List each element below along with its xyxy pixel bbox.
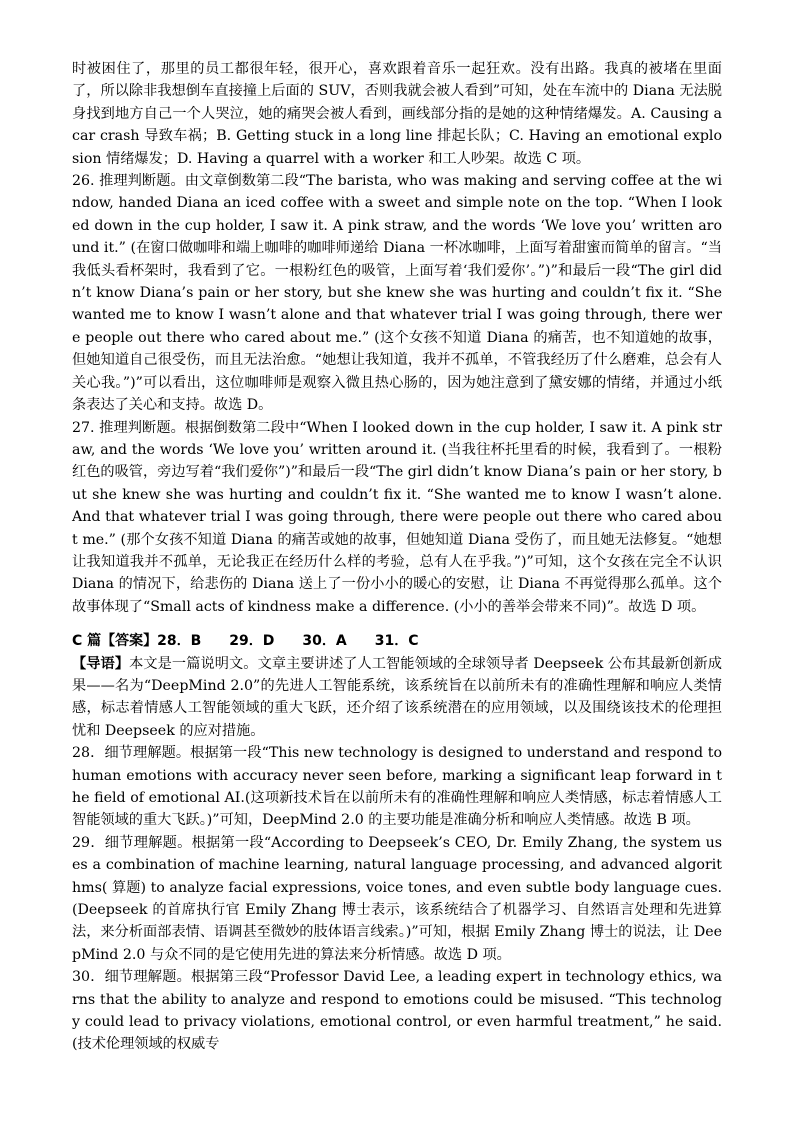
- paragraph-28-explanation: 28．细节理解题。根据第一段“This new technology is designed to understand and respond to human emotions with accuracy never seen before, marking a significant leap forward in the field of emotional AI.(这项新技术旨在以前所未有的准确性理解和响应人类情感，标志着情感人工智能领域的重大飞跃。)”可知，DeepMind 2.0 的主要功能是准确分析和响应人类情感。故选 B 项。: [72, 745, 722, 829]
- section-c-label: C 篇【答案】: [72, 633, 158, 650]
- lead-text: 本文是一篇说明文。文章主要讲述了人工智能领域的全球领导者 Deepseek 公布其最新创新成果——名为“DeepMind 2.0”的先进人工智能系统，该系统旨在以前所未有的准确性理解和响应人类情感，标志着情感人工智能领域的重大飞跃，还介绍了该系统潜在的应用领域，以及围绕该技术的伦理担忧和 Deepseek 的应对措施。: [72, 655, 722, 739]
- paragraph-25-explanation: 时被困住了，那里的员工都很年轻，很开心，喜欢跟着音乐一起狂欢。没有出路。我真的被堵在里面了，所以除非我想倒车直接撞上后面的 SUV，否则我就会被人看到”可知，处在车流中的 Diana 无法脱身找到地方自己一个人哭泣，她的痛哭会被人看到，画线部分指的是她的这种情绪爆发。A. Causing a car crash 导致车祸；B. Getting stuck in a long line 排起长队；C. Having an emotional explosion 情绪爆发；D. Having a quarrel with a worker 和工人吵架。故选 C 项。: [72, 61, 722, 167]
- paragraph-29-explanation: 29．细节理解题。根据第一段“According to Deepseek’s CEO, Dr. Emily Zhang, the system uses a combination of machine learning, natural language processing, and advanced algorithms( 算题) to analyze facial expressions, voice tones, and even subtle body language cues.(Deepseek 的首席执行官 Emily Zhang 博士表示，该系统结合了机器学习、自然语言处理和先进算法，来分析面部表情、语调甚至微妙的肢体语言线索。)”可知，根据 Emily Zhang 博士的说法，让 DeepMind 2.0 与众不同的是它使用先进的算法来分析情感。故选 D 项。: [72, 834, 722, 963]
- section-c-answers: 28．B 29．D 30．A 31．C: [157, 633, 419, 650]
- lead-paragraph: [72, 653, 722, 743]
- document-page: [72, 58, 722, 1056]
- paragraph-30-explanation: 30．细节理解题。根据第三段“Professor David Lee, a leading expert in technology ethics, warns that the ability to analyze and respond to emotions could be misused. “This technology could lead to privacy violations, emotional control, or even harmful treatment,” he said.(技术伦理领域的权威专: [72, 969, 722, 1053]
- lead-label: 【导语】: [72, 655, 130, 672]
- paragraph-26-explanation: 26. 推理判断题。由文章倒数第二段“The barista, who was making and serving coffee at the window, handed Diana an iced coffee with a sweet and simple note on the top. “When I looked down in the cup holder, I saw it. A pink straw, and the words ‘We love you’ written around it.” (在窗口做咖啡和端上咖啡的咖啡师递给 Diana 一杯冰咖啡，上面写着甜蜜而简单的留言。“当我低头看杯架时，我看到了它。一根粉红色的吸管，上面写着‘我们爱你’。”)”和最后一段“The girl didn’t know Diana’s pain or her story, but she knew she was hurting and couldn’t fix it. “She wanted me to know I wasn’t alone and that whatever trial I was going through, there were people out there who cared about me.” (这个女孩不知道 Diana 的痛苦，也不知道她的故事，但她知道自己很受伤，而且无法治愈。“她想让我知道，我并不孤单，不管我经历了什么磨难，总会有人关心我。”)”可以看出，这位咖啡师是观察入微且热心肠的，因为她注意到了黛安娜的情绪，并通过小纸条表达了关心和支持。故选 D。: [72, 173, 722, 414]
- section-c-answer-key: [72, 630, 722, 652]
- paragraph-27-explanation: 27. 推理判断题。根据倒数第二段中“When I looked down in the cup holder, I saw it. A pink straw, and the words ‘We love you’ written around it. (当我往杯托里看的时候，我看到了。一根粉红色的吸管，旁边写着“我们爱你”)”和最后一段“The girl didn’t know Diana’s pain or her story, but she knew she was hurting and couldn’t fix it. “She wanted me to know I wasn’t alone. And that whatever trial I was going through, there were people out there who cared about me.” (那个女孩不知道 Diana 的痛苦或她的故事，但她知道 Diana 受伤了，而且她无法修复。“她想让我知道我并不孤单，无论我正在经历什么样的考验，总有人在乎我。”)”可知，这个女孩在完全不认识 Diana 的情况下，给悲伤的 Diana 送上了一份小小的暖心的安慰，让 Diana 不再觉得那么孤单。这个故事体现了“Small acts of kindness make a difference. (小小的善举会带来不同)”。故选 D 项。: [72, 419, 722, 615]
